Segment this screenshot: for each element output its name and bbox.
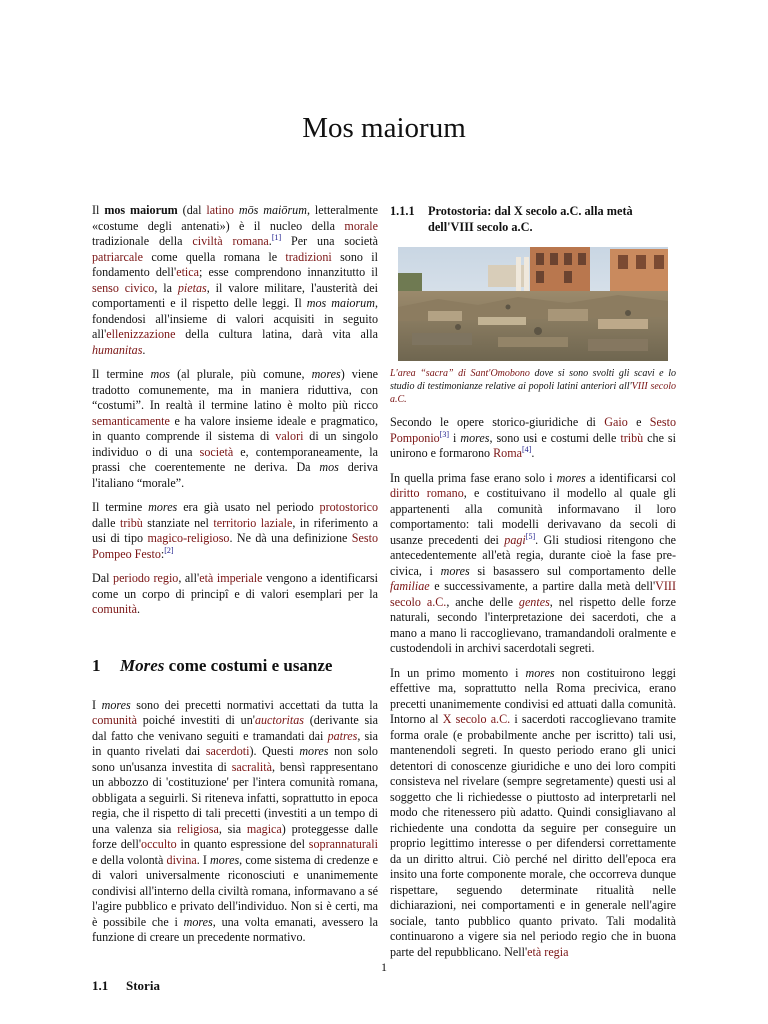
wiki-link[interactable]: età imperiale — [199, 571, 263, 585]
text-run: che si unirono e formarono — [390, 430, 676, 460]
wiki-link[interactable]: magica — [246, 821, 282, 836]
figure-caption — [390, 367, 676, 406]
text-run: , la — [154, 280, 178, 295]
italic-text: mos — [150, 367, 170, 381]
subsection-number: 1.1 — [92, 977, 109, 993]
subsubsection-heading — [390, 203, 676, 235]
wiki-link[interactable]: comunità — [92, 602, 138, 616]
text-run: e della volontà — [92, 852, 167, 867]
wiki-link[interactable]: protostorico — [319, 500, 378, 514]
text-run: Per una società — [281, 234, 378, 248]
text-run: , in riferimento a usi di tipo — [92, 515, 378, 545]
text-run: e — [627, 415, 650, 429]
text-run: Secondo le opere storico-giuridiche di — [390, 415, 605, 429]
text-run: Il — [92, 203, 105, 217]
wiki-link[interactable]: Gaio — [604, 415, 628, 429]
text-run: . Gli studiosi ritengono che antecedentemente all'età regia, durante cioè la fase pre-civica, i — [390, 532, 677, 578]
page-title: Mos maiorum — [302, 112, 466, 144]
text-run: si basassero sul comportamento delle — [469, 563, 676, 578]
wiki-link[interactable]: territorio laziale — [213, 515, 293, 530]
intro-paragraph-1 — [92, 203, 378, 358]
wiki-link[interactable]: X secolo a.C. — [442, 712, 511, 726]
italic-text: mores — [183, 914, 213, 929]
wiki-link[interactable]: familiae — [390, 579, 430, 593]
text-run: , sono usi e costumi delle — [489, 430, 621, 445]
italic-text: mores — [148, 500, 178, 514]
subsubsection-number: 1.1.1 — [390, 204, 415, 218]
text-run: e ha valore insieme ideale e pragmatico, in quanto comprende il sistema di — [92, 413, 378, 443]
wiki-link[interactable]: diritto romano — [390, 486, 464, 500]
wiki-link[interactable]: occulto — [141, 837, 177, 851]
text-run: (derivante sia dal fatto che venivano seguiti e tramandati dai — [92, 713, 378, 743]
italic-text: mores — [525, 665, 555, 680]
wiki-link[interactable]: latino — [206, 203, 234, 217]
text-run: In un primo momento i — [390, 665, 526, 680]
wiki-link[interactable]: tribù — [620, 430, 644, 445]
wiki-link[interactable]: auctoritas — [254, 713, 305, 727]
right-paragraph-2 — [390, 471, 676, 657]
wiki-link[interactable]: Sesto Pomponio — [390, 415, 677, 445]
wiki-link[interactable]: pagi — [504, 532, 526, 547]
text-run: , fondendosi all'insieme di valori acquisiti in seguito all' — [92, 296, 378, 341]
text-run: in quanto espressione del — [176, 837, 309, 851]
sant-omobono-photo — [398, 247, 668, 361]
text-run: . — [268, 234, 272, 248]
text-run: , anche delle — [446, 594, 519, 609]
wiki-link[interactable]: VIII secolo a.C. — [390, 579, 676, 609]
intro-paragraph-3 — [92, 500, 378, 562]
intro-paragraph-2 — [92, 367, 378, 491]
text-run: (dal — [177, 203, 207, 217]
wiki-link[interactable]: magico-religioso — [147, 531, 230, 545]
footnote-ref[interactable]: [5] — [525, 531, 536, 541]
wiki-link[interactable]: società — [199, 444, 234, 459]
text-run: e, contemporaneamente, la prassi che coerentemente ne deriva. Da — [92, 444, 378, 474]
text-run: , il valore militare, l'austerità dei comportamenti e il rispetto delle leggi. Il — [92, 280, 378, 310]
text-run: i — [449, 430, 461, 445]
right-paragraph-3 — [390, 666, 676, 961]
footnote-ref[interactable]: [3] — [439, 429, 450, 439]
text-run: Il termine — [92, 367, 151, 381]
right-paragraph-1 — [390, 415, 676, 462]
text-run: e successivamente, a partire dalla metà dell' — [429, 579, 656, 593]
text-run: era già usato nel periodo — [177, 500, 320, 514]
wiki-link[interactable]: tradizioni — [285, 249, 332, 264]
subsubsection-title: Protostoria: dal X secolo a.C. alla metà dell'VIII secolo a.C. — [428, 204, 633, 234]
text-run: , letteralmente «costume degli antenati») è il nucleo della — [92, 203, 378, 233]
text-run: della cultura latina, darà vita alla — [175, 327, 378, 341]
italic-text: mores — [311, 367, 341, 381]
section-number: 1 — [92, 655, 101, 675]
wiki-link[interactable]: gentes — [518, 594, 550, 609]
left-column — [92, 203, 378, 994]
wiki-link[interactable]: morale — [344, 218, 378, 233]
italic-text: mos maiorum — [306, 296, 375, 310]
text-run: In quella prima fase erano solo i — [390, 470, 557, 485]
text-run: , all' — [178, 571, 200, 585]
text-run: a identificarsi col — [585, 470, 676, 485]
subsection-title: Storia — [126, 977, 160, 993]
wiki-link[interactable]: Roma — [493, 446, 522, 460]
wiki-link[interactable]: religiosa — [177, 821, 219, 836]
wiki-link[interactable]: età regia — [527, 944, 569, 959]
text-run: I — [92, 697, 102, 712]
text-run: stanziate nel — [142, 515, 214, 530]
text-run: i sacerdoti raccoglievano tramite forma orale (e probabilmente anche per iscritto) tali usi, mantenendoli segreti. In questo periodo erano gli unici detentori di conoscenze giuridiche e uno dei loro compiti consisteva nel rivelare (sempre segretamente) questi usi al soggetto che li richiedesse o piuttosto ad interpretarli nel modo che ritenessero più adatto. Quindi consigliavano al richiedente una condotta da seguire per conseguire un proprio legittimo interesse o per difendersi correttamente da un diritto altrui. Ciò perché nel diritto dell'epoca era insito una forte componente morale, che occorreva dunque rispettare, seguendo determinate ritualità nelle dichiarazioni, nei comportamenti e in generale nell'agire sociale, tanto pubblico quanto privato. Tali modalità continuarono a vigere sia nel periodo regio che in buona parte del repubblicano. Nell' — [390, 712, 676, 959]
text-run: ). Questi — [249, 744, 300, 758]
text-run: . — [531, 446, 535, 460]
bold-text: mos maiorum — [104, 203, 178, 217]
wiki-link[interactable]: patres — [327, 728, 358, 743]
wiki-link[interactable]: sacerdoti — [205, 744, 250, 758]
text-run: non solo sono un'usanza investita di — [92, 744, 378, 774]
text-run: . I — [196, 852, 211, 867]
wiki-link[interactable]: periodo regio — [113, 571, 179, 585]
text-run: , sia — [218, 821, 247, 836]
italic-text: mōs maiōrum — [238, 203, 307, 217]
figure-photo — [398, 247, 668, 361]
text-run: , bensì rappresentano un abbozzo di 'costituzione' per l'intera comunità romana, obbligata a seguirli. Si riteneva infatti, soprattutto in epoca regia, che il rispetto di tali precetti (investiti a un tempo di una valenza sia — [92, 759, 378, 836]
footnote-ref[interactable]: [1] — [271, 232, 282, 242]
text-run: , una volta emanati, avessero la funzione di creare un precedente normativo. — [92, 914, 378, 944]
footnote-ref[interactable]: [4] — [522, 444, 532, 454]
text-run: vengono a identificarsi come un corpo di principî e di valori esemplari per la — [92, 571, 378, 601]
text-run: di un singolo individuo o di una — [92, 429, 379, 459]
italic-text: mores — [299, 744, 329, 758]
footnote-ref[interactable]: [2] — [164, 545, 174, 555]
italic-text: mores — [210, 852, 240, 867]
section-heading-1 — [92, 656, 378, 676]
section-title-italic: Mores — [120, 655, 165, 675]
text-run: , e costituivano il modello al quale gli appartenenti alla comunità informavano il loro comportamento: tali modelli derivavano da secoli di usanze precedenti dei — [390, 486, 676, 547]
text-run: dove si sono svolti gli scavi e lo studio di testimonianze relative ai popoli latini anteriori all' — [390, 368, 676, 392]
text-run: . — [137, 602, 141, 616]
wiki-link[interactable]: pietas — [177, 280, 207, 295]
section-title-rest: come costumi e usanze — [164, 655, 333, 675]
wiki-link[interactable]: VIII secolo a.C. — [390, 381, 676, 405]
wiki-link[interactable]: Sesto Pompeo Festo — [92, 531, 378, 561]
italic-text: mos — [319, 460, 339, 474]
text-run: Dal — [92, 571, 114, 585]
text-run: . Ne dà una definizione — [229, 531, 352, 545]
text-run: , nel rispetto delle forze naturali, secondo l'interpretazione dei sacerdoti, che a mano a mano li raccoglievano, tramandandoli oralmente e custodendoli in archivi sacerdotali segreti. — [390, 594, 676, 655]
wiki-link[interactable]: L'area “sacra” di Sant'Omobono — [390, 368, 530, 379]
text-run: Il termine — [92, 500, 149, 514]
wiki-link[interactable]: valori — [275, 429, 304, 443]
text-run: poiché investiti di un' — [137, 713, 255, 727]
text-run: dalle — [92, 515, 120, 530]
text-run: , sia in quanto rivelati dai — [92, 728, 378, 758]
text-run: sono dei precetti normativi accettati da tutta la — [130, 697, 378, 712]
wiki-link[interactable]: humanitas — [92, 342, 143, 357]
text-run: ; esse comprendono innanzitutto il — [199, 265, 378, 279]
page-number: 1 — [381, 960, 387, 974]
wiki-link[interactable]: patriarcale — [92, 249, 144, 264]
text-run: ) viene tradotto comunemente, ma in maniera riduttiva, con “costumi”. In realtà il termine latino è molto più ricco — [92, 367, 378, 412]
wiki-link[interactable]: divina — [166, 852, 197, 867]
wiki-link[interactable]: civiltà romana — [192, 234, 269, 248]
wiki-link[interactable]: comunità — [92, 713, 138, 727]
text-run: come quella romana le — [143, 249, 286, 264]
right-column — [390, 203, 676, 969]
text-run: : — [160, 546, 165, 561]
wiki-link[interactable]: sacralità — [231, 759, 272, 774]
text-run: ) proteggesse dalle forze dell' — [92, 821, 378, 851]
italic-text: mores — [556, 470, 586, 485]
text-run: sono il fondamento dell' — [92, 249, 378, 279]
wiki-link[interactable]: senso civico — [92, 280, 155, 295]
wiki-link[interactable]: etica — [176, 265, 200, 279]
italic-text: mores — [440, 563, 470, 578]
text-run: deriva l'italiano “morale”. — [92, 460, 378, 490]
intro-paragraph-4 — [92, 571, 378, 618]
text-run: (al plurale, più comune, — [170, 367, 312, 381]
wiki-link[interactable]: ellenizzazione — [106, 327, 176, 341]
subsection-heading — [92, 978, 378, 994]
wiki-link[interactable]: tribù — [119, 515, 143, 530]
text-run: . — [142, 342, 146, 357]
italic-text: mores — [460, 430, 490, 445]
text-run: , come sistema di credenze e di valori universalmente riconosciuti e unanimemente condivisi all'interno della civiltà romana, informavano a sé l'agire pubblico e privato dell'individuo. Non si è certi, ma è possibile che i — [92, 852, 378, 929]
wiki-link[interactable]: semanticamente — [92, 413, 170, 428]
text-run: non costituirono leggi effettive ma, soprattutto nella Roma precivica, erano precetti unanimemente condivisi ed attuati dalla comunità. Intorno al — [390, 665, 677, 726]
text-run: tradizionale della — [92, 234, 193, 248]
italic-text: mores — [101, 697, 131, 712]
section-1-paragraph — [92, 698, 378, 946]
wiki-link[interactable]: soprannaturali — [308, 837, 378, 851]
